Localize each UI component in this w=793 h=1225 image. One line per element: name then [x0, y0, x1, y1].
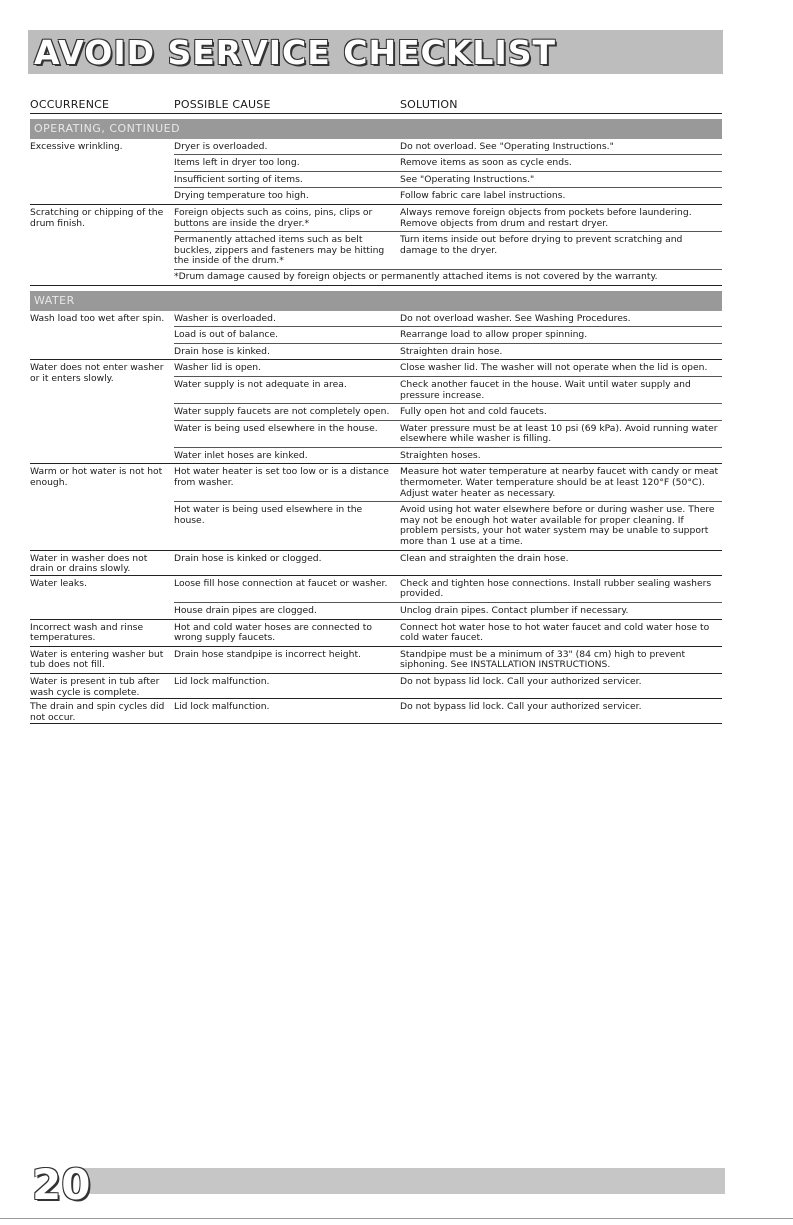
solution-text: Unclog drain pipes. Contact plumber if necessary.	[400, 605, 629, 616]
table-row	[174, 327, 722, 344]
checklist-table	[30, 100, 722, 724]
solution-text: Avoid using hot water elsewhere before or during washer use. There may not be enough hot water available for proper cleaning. If problem persists, your hot water system may be unable to support more than 1 use at a time.	[400, 504, 715, 548]
table-row	[174, 404, 722, 421]
occurrence-text: Wash load too wet after spin.	[30, 312, 165, 324]
cause-list	[174, 702, 722, 723]
section-header: OPERATING, CONTINUED	[30, 119, 722, 139]
cause-text: Dryer is overloaded.	[174, 140, 268, 152]
occurrence-group	[30, 464, 722, 550]
cause-text: Loose fill hose connection at faucet or washer.	[174, 577, 388, 589]
table-row	[174, 650, 722, 673]
occurrence-group	[30, 576, 722, 620]
occurrence-group	[30, 647, 722, 674]
solution-text: Do not overload washer. See Washing Procedures.	[400, 312, 631, 324]
cause-list	[174, 554, 722, 575]
cause-list	[174, 623, 722, 646]
solution-text: Check and tighten hose connections. Install rubber sealing washers provided.	[400, 577, 712, 600]
table-row	[174, 448, 722, 464]
cause-text: Items left in dryer too long.	[174, 157, 300, 169]
cause-list	[174, 363, 722, 463]
table-row	[174, 623, 722, 646]
solution-text: Remove items as soon as cycle ends.	[400, 157, 572, 169]
table-row	[174, 363, 722, 377]
occurrence-text: Incorrect wash and rinse temperatures.	[30, 621, 144, 644]
table-row	[174, 421, 722, 448]
occurrence-group	[30, 311, 722, 361]
solution-text: Close washer lid. The washer will not operate when the lid is open.	[400, 362, 708, 374]
solution-text: Do not bypass lid lock. Call your authorized servicer.	[400, 701, 642, 713]
table-body	[30, 119, 722, 725]
solution-text: Water pressure must be at least 10 psi (69 kPa). Avoid running water elsewhere while washer is filling.	[400, 422, 718, 445]
solution-text: Straighten hoses.	[400, 449, 481, 461]
header-occurrence: OCCURRENCE	[30, 98, 110, 111]
table-row	[174, 172, 722, 189]
cause-text: Water is being used elsewhere in the house.	[174, 422, 378, 434]
solution-text: Measure hot water temperature at nearby faucet with candy or meat thermometer. Water temperature should be at least 120°F (50°C). Adjust water heater as necessary.	[400, 466, 719, 499]
solution-text: Fully open hot and cold faucets.	[400, 406, 547, 418]
table-row	[174, 502, 722, 549]
cause-text: House drain pipes are clogged.	[174, 605, 317, 616]
cause-text: Drain hose is kinked.	[174, 345, 270, 357]
occurrence-text: The drain and spin cycles did not occur.	[30, 701, 165, 723]
solution-text: Straighten drain hose.	[400, 345, 503, 357]
solution-text: Check another faucet in the house. Wait until water supply and pressure increase.	[400, 378, 691, 401]
table-header	[30, 100, 722, 114]
table-row	[174, 702, 722, 715]
occurrence-text: Excessive wrinkling.	[30, 140, 123, 152]
cause-text: Drain hose is kinked or clogged.	[174, 552, 322, 564]
page-title: AVOID SERVICE CHECKLIST	[34, 33, 557, 72]
cause-text: Water supply faucets are not completely open.	[174, 406, 390, 418]
occurrence-group	[30, 360, 722, 464]
table-row	[174, 579, 722, 603]
solution-text: Always remove foreign objects from pockets before laundering. Remove objects from drum and restart dryer.	[400, 206, 692, 229]
warranty-note: *Drum damage caused by foreign objects or permanently attached items is not covered by the warranty.	[174, 270, 658, 282]
occurrence-group	[30, 699, 722, 724]
table-row	[174, 232, 722, 270]
occurrence-text: Warm or hot water is not hot enough.	[30, 466, 163, 489]
section-header: WATER	[30, 291, 722, 311]
bottom-rule	[0, 1218, 793, 1219]
cause-text: Lid lock malfunction.	[174, 701, 270, 713]
table-row	[174, 155, 722, 172]
occurrence-text: Water does not enter washer or it enters slowly.	[30, 362, 164, 384]
table-row	[174, 603, 722, 619]
cause-text: Load is out of balance.	[174, 329, 279, 341]
occurrence-text: Water is present in tub after wash cycle is complete.	[30, 675, 160, 698]
occurrence-text: Water is entering washer but tub does not fill.	[30, 648, 164, 671]
solution-text: Do not overload. See "Operating Instructions."	[400, 140, 614, 152]
solution-text: Clean and straighten the drain hose.	[400, 552, 569, 564]
table-row	[174, 208, 722, 232]
cause-text: Hot water heater is set too low or is a distance from washer.	[174, 466, 389, 489]
solution-text: Rearrange load to allow proper spinning.	[400, 329, 588, 341]
occurrence-text: Water leaks.	[30, 577, 87, 589]
occurrence-group	[30, 674, 722, 699]
cause-text: Lid lock malfunction.	[174, 675, 270, 687]
cause-text: Foreign objects such as coins, pins, clips or buttons are inside the dryer.*	[174, 206, 373, 229]
cause-list	[174, 677, 722, 698]
cause-text: Washer is overloaded.	[174, 312, 276, 324]
table-row	[174, 467, 722, 502]
cause-text: Water supply is not adequate in area.	[174, 378, 347, 390]
table-row	[174, 188, 722, 204]
cause-text: Insufficient sorting of items.	[174, 173, 303, 185]
occurrence-group	[30, 620, 722, 647]
header-cause: POSSIBLE CAUSE	[174, 98, 271, 111]
solution-text: Turn items inside out before drying to prevent scratching and damage to the dryer.	[400, 234, 683, 256]
table-row	[174, 344, 722, 360]
cause-text: Water inlet hoses are kinked.	[174, 449, 308, 461]
solution-text: Do not bypass lid lock. Call your authorized servicer.	[400, 675, 642, 687]
solution-text: See "Operating Instructions."	[400, 173, 535, 185]
occurrence-text: Water in washer does not drain or drains slowly.	[30, 552, 148, 575]
page-number: 20	[32, 1160, 91, 1209]
table-row	[174, 142, 722, 156]
cause-text: Hot water is being used elsewhere in the house.	[174, 504, 363, 526]
cause-list	[174, 314, 722, 360]
table-row	[174, 377, 722, 404]
occurrence-group	[30, 139, 722, 205]
cause-list	[174, 650, 722, 673]
table-row	[174, 314, 722, 328]
occurrence-text: Scratching or chipping of the drum finish.	[30, 206, 164, 229]
cause-text: Drain hose standpipe is incorrect height.	[174, 648, 361, 660]
occurrence-group	[30, 551, 722, 576]
table-row	[174, 677, 722, 690]
solution-text: Connect hot water hose to hot water faucet and cold water hose to cold water faucet.	[400, 621, 710, 644]
cause-text: Permanently attached items such as belt buckles, zippers and fasteners may be hitting the inside of the drum.*	[174, 234, 385, 267]
cause-list	[174, 467, 722, 549]
table-row	[174, 554, 722, 567]
occurrence-group	[30, 205, 722, 286]
cause-text: Hot and cold water hoses are connected to wrong supply faucets.	[174, 621, 372, 644]
solution-text: Standpipe must be a minimum of 33" (84 cm) high to prevent siphoning. See INSTALLATION INSTRUCTIONS.	[400, 648, 686, 671]
footer-bar	[80, 1168, 725, 1194]
header-solution: SOLUTION	[400, 98, 458, 111]
cause-text: Washer lid is open.	[174, 362, 262, 374]
cause-list	[174, 208, 722, 285]
solution-text: Follow fabric care label instructions.	[400, 190, 566, 202]
cause-text: Drying temperature too high.	[174, 190, 309, 202]
cause-list	[174, 142, 722, 204]
cause-list	[174, 579, 722, 619]
